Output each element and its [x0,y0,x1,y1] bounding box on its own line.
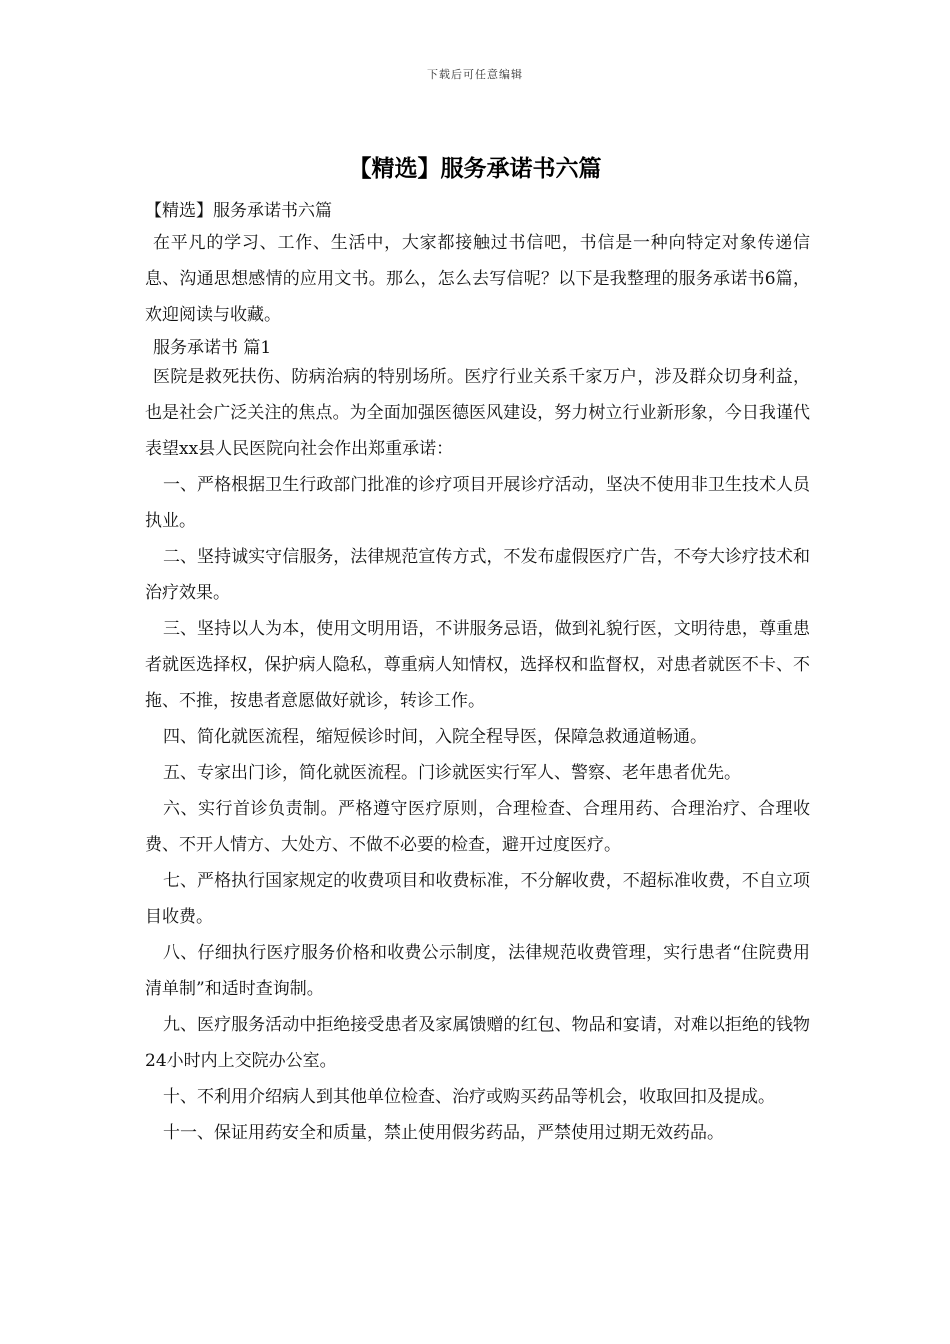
commitment-item-7: 七、严格执行国家规定的收费项目和收费标准，不分解收费，不超标准收费，不自立项目收费。 [145,871,810,927]
intro-paragraph: 在平凡的学习、工作、生活中，大家都接触过书信吧，书信是一种向特定对象传递信息、沟通思想感情的应用文书。那么，怎么去写信呢？以下是我整理的服务承诺书6篇，欢迎阅读与收藏。 [145,233,810,325]
document-title: 【精选】服务承诺书六篇 [348,155,602,182]
commitment-item-11: 十一、保证用药安全和质量，禁止使用假劣药品，严禁使用过期无效药品。 [163,1123,724,1143]
commitment-item-10: 十、不利用介绍病人到其他单位检查、治疗或购买药品等机会，收取回扣及提成。 [163,1087,775,1107]
commitment-item-5: 五、专家出门诊，简化就医流程。门诊就医实行军人、警察、老年患者优先。 [163,763,741,783]
commitment-item-9: 九、医疗服务活动中拒绝接受患者及家属馈赠的红包、物品和宴请，对难以拒绝的钱物24小时内上交院办公室。 [145,1015,810,1071]
page-header-note: 下载后可任意编辑 [427,68,523,81]
commitment-item-8: 八、仔细执行医疗服务价格和收费公示制度，法律规范收费管理，实行患者“住院费用清单制”和适时查询制。 [145,943,810,999]
document-subtitle: 【精选】服务承诺书六篇 [145,201,332,221]
document-body [145,198,810,1151]
commitment-item-2: 二、坚持诚实守信服务，法律规范宣传方式，不发布虚假医疗广告，不夸大诊疗技术和治疗效果。 [145,547,810,603]
section-intro-paragraph: 医院是救死扶伤、防病治病的特别场所。医疗行业关系千家万户，涉及群众切身利益，也是社会广泛关注的焦点。为全面加强医德医风建设，努力树立行业新形象，今日我谨代表望xx县人民医院向社会作出郑重承诺： [145,367,810,459]
commitment-item-6: 六、实行首诊负责制。严格遵守医疗原则，合理检查、合理用药、合理治疗、合理收费、不开人情方、大处方、不做不必要的检查，避开过度医疗。 [145,799,810,855]
commitment-item-4: 四、简化就医流程，缩短候诊时间，入院全程导医，保障急救通道畅通。 [163,727,707,747]
commitment-item-3: 三、坚持以人为本，使用文明用语，不讲服务忌语，做到礼貌行医，文明待患，尊重患者就医选择权，保护病人隐私，尊重病人知情权，选择权和监督权，对患者就医不卡、不拖、不推，按患者意愿做好就诊，转诊工作。 [145,619,810,711]
commitment-item-1: 一、严格根据卫生行政部门批准的诊疗项目开展诊疗活动，坚决不使用非卫生技术人员执业。 [145,475,810,531]
section-heading: 服务承诺书 篇1 [153,338,272,358]
